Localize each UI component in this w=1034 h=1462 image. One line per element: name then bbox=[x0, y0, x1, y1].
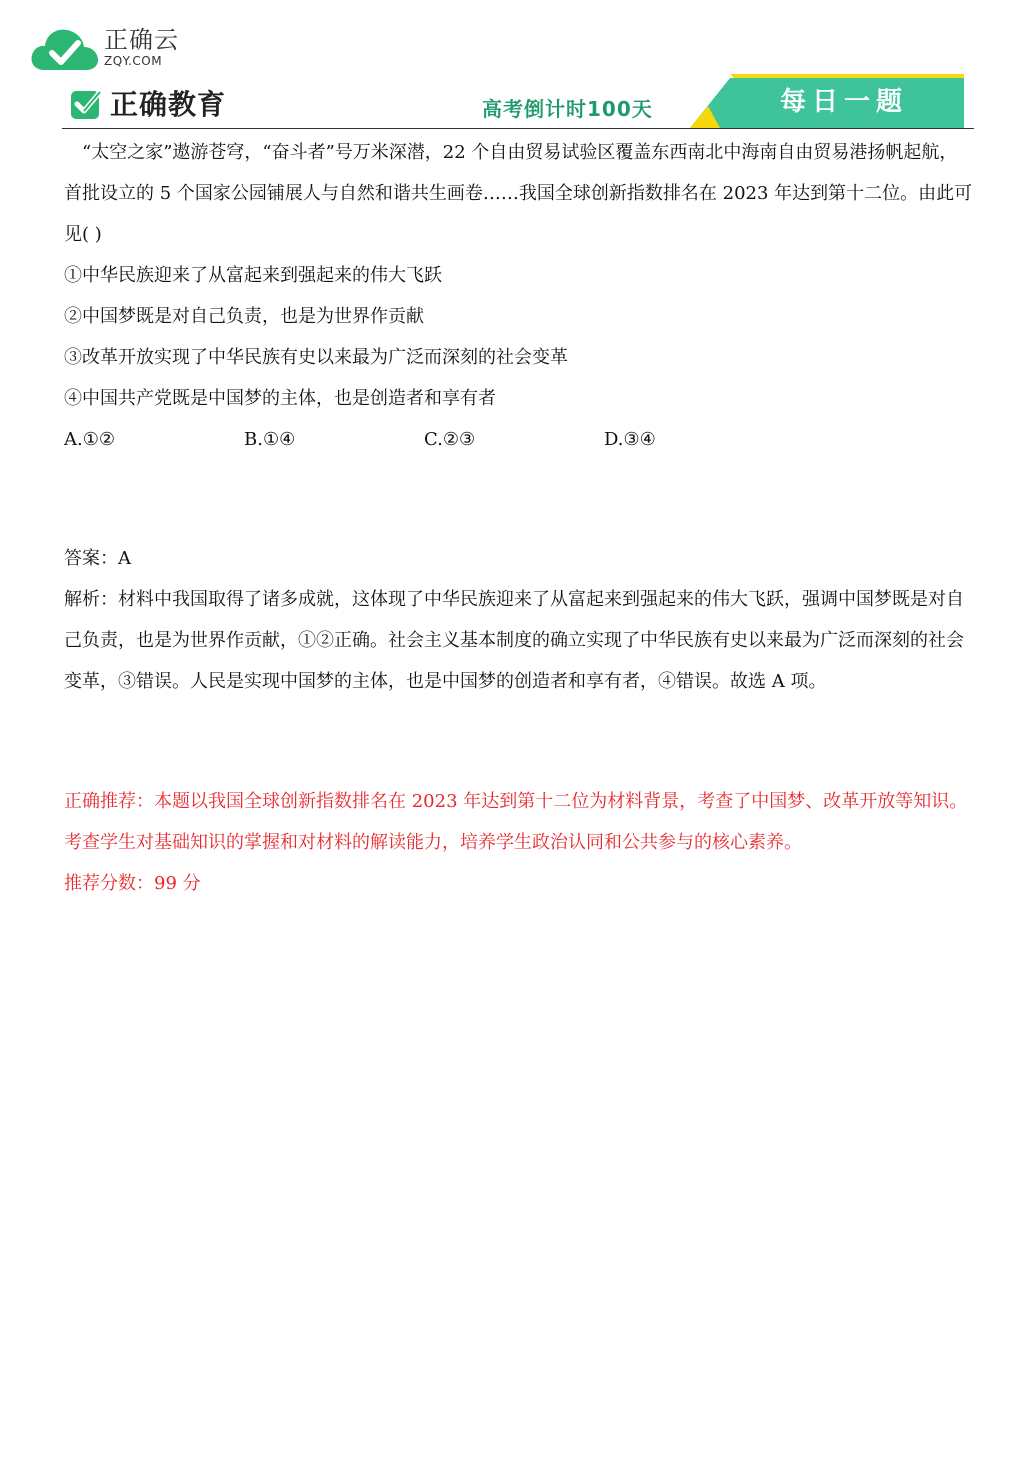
option-a: A.①② bbox=[64, 429, 115, 450]
answer-section bbox=[64, 538, 974, 702]
zqy-logo bbox=[30, 22, 190, 74]
brand-name: 正确教育 bbox=[110, 88, 227, 121]
answer-line: 答案：A bbox=[64, 548, 131, 569]
recommendation-section bbox=[64, 781, 974, 904]
analysis: 解析：材料中我国取得了诸多成就，这体现了中华民族迎来了从富起来到强起来的伟大飞跃，强调中国梦既是对自己负责，也是为世界作贡献，①②正确。社会主义基本制度的确立实现了中华民族有史以来最为广泛而深刻的社会变革，③错误。人民是实现中国梦的主体，也是中国梦的创造者和享有者，④错误。故选 A 项。 bbox=[64, 589, 964, 692]
statement-2: ②中国梦既是对自己负责，也是为世界作贡献 bbox=[64, 306, 424, 327]
option-b: B.①④ bbox=[244, 429, 296, 450]
logo-domain: ZQY.COM bbox=[104, 54, 163, 68]
banner-label: 每日一题 bbox=[780, 87, 909, 117]
option-c: C.②③ bbox=[424, 429, 476, 450]
option-d: D.③④ bbox=[604, 429, 656, 450]
checkbox-check-icon bbox=[70, 88, 102, 120]
statement-1: ①中华民族迎来了从富起来到强起来的伟大飞跃 bbox=[64, 265, 442, 286]
exam-countdown: 高考倒计时100天 bbox=[482, 97, 653, 121]
question-stem: “太空之家”遨游苍穹，“奋斗者”号万米深潜，22 个自由贸易试验区覆盖东西南北中海南自由贸易港扬帆起航，首批设立的 5 个国家公园铺展人与自然和谐共生画卷……我国全球创新指数排名在 2023 年达到第十二位。由此可见( ) bbox=[64, 142, 973, 245]
answer-options bbox=[64, 419, 974, 460]
cloud-check-icon bbox=[30, 26, 100, 72]
recommendation-text: 正确推荐：本题以我国全球创新指数排名在 2023 年达到第十二位为材料背景，考查了中国梦、改革开放等知识。考查学生对基础知识的掌握和对材料的解读能力，培养学生政治认同和公共参与的核心素养。 bbox=[64, 791, 968, 853]
statement-4: ④中国共产党既是中国梦的主体，也是创造者和享有者 bbox=[64, 388, 496, 409]
logo-name: 正确云 bbox=[104, 26, 179, 54]
question-section bbox=[64, 132, 974, 460]
brand bbox=[70, 86, 280, 124]
header-divider bbox=[62, 128, 974, 129]
statement-3: ③改革开放实现了中华民族有史以来最为广泛而深刻的社会变革 bbox=[64, 347, 568, 368]
recommendation-score: 推荐分数：99 分 bbox=[64, 873, 201, 894]
